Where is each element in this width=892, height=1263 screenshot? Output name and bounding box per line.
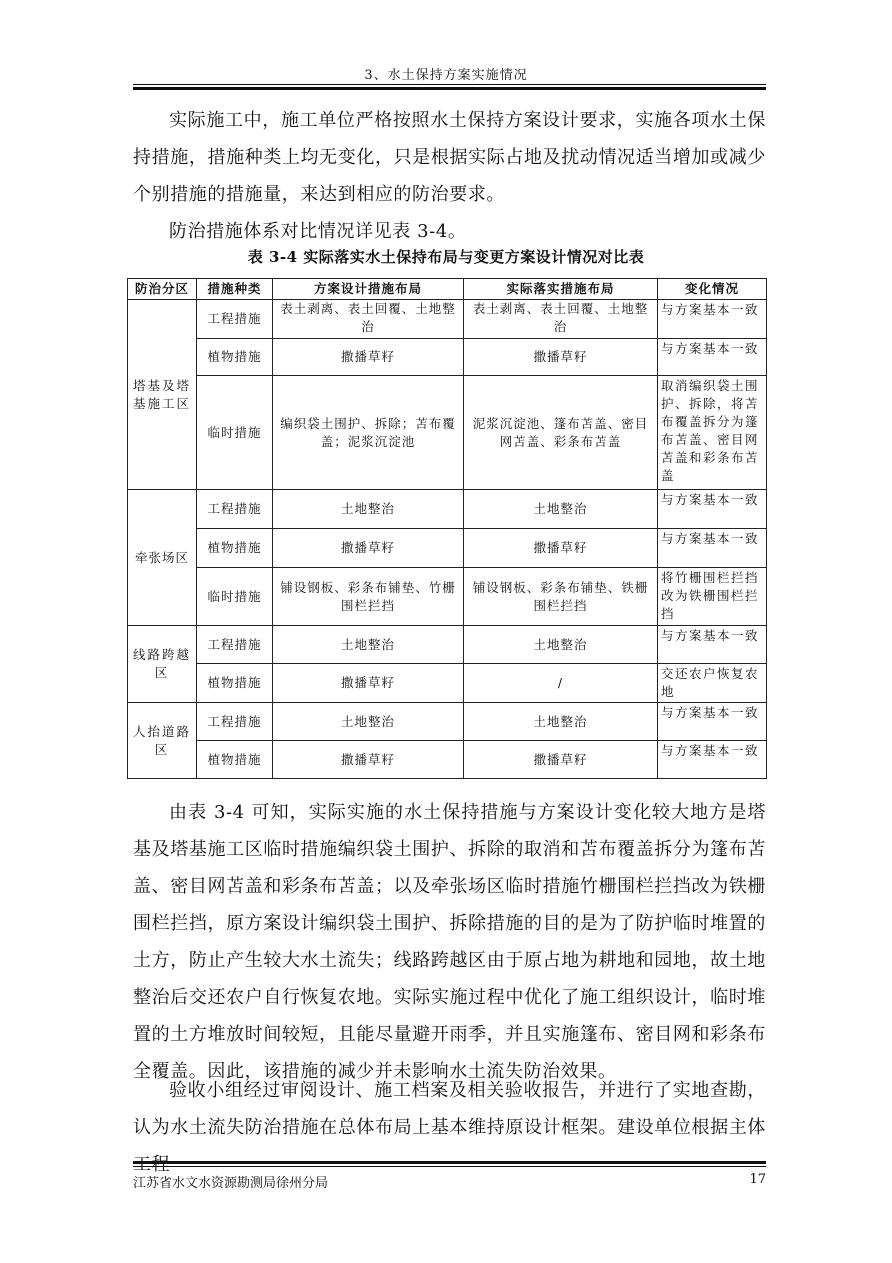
plan-cell: 土地整治 — [273, 703, 464, 741]
table-row — [128, 529, 767, 568]
table-row — [128, 703, 767, 741]
table-row — [128, 741, 767, 779]
plan-cell: 土地整治 — [273, 626, 464, 664]
table-caption: 表 3-4 实际落实水土保持布局与变更方案设计情况对比表 — [247, 248, 645, 266]
running-header: 3、水土保持方案实施情况 — [364, 68, 528, 83]
footer-rule-thin — [133, 1166, 766, 1167]
table-header-row — [128, 279, 767, 300]
zone-cell: 塔基及塔基施工区 — [128, 300, 197, 490]
comparison-table — [127, 278, 767, 779]
paragraph-acceptance: 验收小组经过审阅设计、施工档案及相关验收报告，并进行了实地查勘，认为水土流失防治措施在总体布局上基本维持原设计框架。建设单位根据主体工程 — [133, 1080, 766, 1175]
table-row — [128, 626, 767, 664]
change-cell: 与方案基本一致 — [658, 490, 767, 529]
header-plan-layout: 方案设计措施布局 — [273, 279, 464, 300]
actual-cell: 土地整治 — [464, 490, 658, 529]
plan-cell: 铺设钢板、彩条布铺垫、竹栅围栏拦挡 — [273, 568, 464, 626]
actual-cell: 土地整治 — [464, 703, 658, 741]
change-cell: 交还农户恢复农地 — [658, 664, 767, 703]
header-actual-layout: 实际落实措施布局 — [464, 279, 658, 300]
page-number: 17 — [749, 1172, 766, 1187]
change-cell: 与方案基本一致 — [658, 741, 767, 779]
change-cell: 与方案基本一致 — [658, 626, 767, 664]
header-zone: 防治分区 — [128, 279, 197, 300]
footer-rule-thick — [133, 1161, 766, 1164]
actual-cell: 表土剥离、表土回覆、土地整治 — [464, 300, 658, 339]
zone-cell: 人抬道路区 — [128, 703, 197, 779]
table-row — [128, 568, 767, 626]
plan-cell: 土地整治 — [273, 490, 464, 529]
change-cell: 与方案基本一致 — [658, 339, 767, 376]
type-cell: 植物措施 — [197, 741, 273, 779]
actual-cell: / — [464, 664, 658, 703]
change-cell: 取消编织袋土围护、拆除，将苫布覆盖拆分为篷布苫盖、密目网苫盖和彩条布苫盖 — [658, 376, 767, 490]
header-rule-thin — [133, 84, 766, 85]
table-row — [128, 300, 767, 339]
actual-cell: 泥浆沉淀池、篷布苫盖、密目网苫盖、彩条布苫盖 — [464, 376, 658, 490]
type-cell: 工程措施 — [197, 300, 273, 339]
type-cell: 临时措施 — [197, 376, 273, 490]
actual-cell: 撒播草籽 — [464, 741, 658, 779]
plan-cell: 撒播草籽 — [273, 529, 464, 568]
type-cell: 工程措施 — [197, 490, 273, 529]
zone-cell: 牵张场区 — [128, 490, 197, 626]
actual-cell: 撒播草籽 — [464, 529, 658, 568]
plan-cell: 撒播草籽 — [273, 339, 464, 376]
footer-organization: 江苏省水文水资源勘测局徐州分局 — [133, 1176, 329, 1191]
header-rule-thick — [133, 87, 766, 90]
paragraph-analysis: 由表 3-4 可知，实际实施的水土保持措施与方案设计变化较大地方是塔基及塔基施工区临时措施编织袋土围护、拆除的取消和苫布覆盖拆分为篷布苫盖、密目网苫盖和彩条布苫盖；以及牵张场区临时措施竹栅围栏拦挡改为铁栅围栏拦挡，原方案设计编织袋土围护、拆除措施的目的是为了防护临时堆置的土方，防止产生较大水土流失；线路跨越区由于原占地为耕地和园地，故土地整治后交还农户自行恢复农地。实际实施过程中优化了施工组织设计，临时堆置的土方堆放时间较短，且能尽量避开雨季，并且实施篷布、密目网和彩条布全覆盖。因此，该措施的减少并未影响水土流失防治效果。 — [133, 802, 766, 1082]
type-cell: 植物措施 — [197, 529, 273, 568]
actual-cell: 撒播草籽 — [464, 339, 658, 376]
type-cell: 工程措施 — [197, 626, 273, 664]
header-change: 变化情况 — [658, 279, 767, 300]
paragraph-table-ref: 防治措施体系对比情况详见表 3-4。 — [169, 221, 467, 242]
type-cell: 植物措施 — [197, 664, 273, 703]
zone-cell: 线路跨越区 — [128, 626, 197, 703]
change-cell: 与方案基本一致 — [658, 300, 767, 339]
plan-cell: 编织袋土围护、拆除；苫布覆盖；泥浆沉淀池 — [273, 376, 464, 490]
plan-cell: 表土剥离、表土回覆、土地整治 — [273, 300, 464, 339]
change-cell: 将竹栅围栏拦挡改为铁栅围栏拦挡 — [658, 568, 767, 626]
type-cell: 临时措施 — [197, 568, 273, 626]
type-cell: 工程措施 — [197, 703, 273, 741]
table-row — [128, 339, 767, 376]
type-cell: 植物措施 — [197, 339, 273, 376]
change-cell: 与方案基本一致 — [658, 529, 767, 568]
paragraph-construction: 实际施工中，施工单位严格按照水土保持方案设计要求，实施各项水土保持措施，措施种类上均无变化，只是根据实际占地及扰动情况适当增加或减少个别措施的措施量，来达到相应的防治要求。 — [133, 110, 766, 205]
table-row — [128, 664, 767, 703]
table-row — [128, 490, 767, 529]
plan-cell: 撒播草籽 — [273, 664, 464, 703]
plan-cell: 撒播草籽 — [273, 741, 464, 779]
table-row — [128, 376, 767, 490]
header-measure-type: 措施种类 — [197, 279, 273, 300]
actual-cell: 土地整治 — [464, 626, 658, 664]
change-cell: 与方案基本一致 — [658, 703, 767, 741]
actual-cell: 铺设钢板、彩条布铺垫、铁栅围栏拦挡 — [464, 568, 658, 626]
